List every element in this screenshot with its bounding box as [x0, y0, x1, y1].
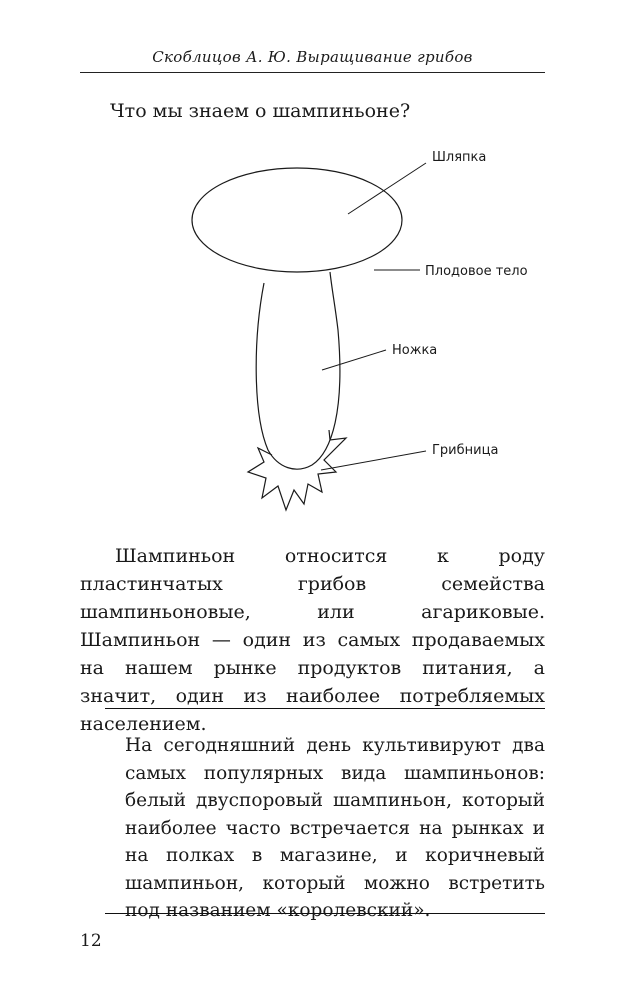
boxed-note: На сегодняшний день культивируют два самых популярных вида шампиньонов: белый двуспоровый шампиньон, который наиболее часто встречается на рынках и на полках в магазине, и коричневый шампиньон, который можно встретить под названием «королевский». [125, 735, 545, 921]
body-paragraph: Шампиньон относится к роду пластинчатых грибов семейства шампиньоновые, или агариковые. Шампиньон — один из самых продаваемых на нашем рынке продуктов питания, а значит, один из наиболее потребляемых населением. [80, 545, 545, 735]
label-cap: Шляпка [432, 150, 487, 165]
leader-line-stem [322, 350, 386, 370]
mushroom-stem [256, 272, 340, 469]
running-head: Скоблицов А. Ю. Выращивание грибов [152, 48, 473, 66]
label-stem: Ножка [392, 343, 438, 358]
label-mycelium: Грибница [432, 443, 499, 458]
note-rule-bottom [105, 913, 545, 914]
leader-line-cap [348, 163, 426, 214]
note-rule-top [105, 708, 545, 709]
section-heading: Что мы знаем о шампиньоне? [110, 100, 411, 122]
mushroom-cap [192, 168, 402, 272]
page-number: 12 [80, 931, 102, 951]
leader-line-mycelium [321, 451, 426, 470]
label-fruiting-body: Плодовое тело [425, 264, 528, 279]
mycelium-spikes [248, 430, 346, 510]
